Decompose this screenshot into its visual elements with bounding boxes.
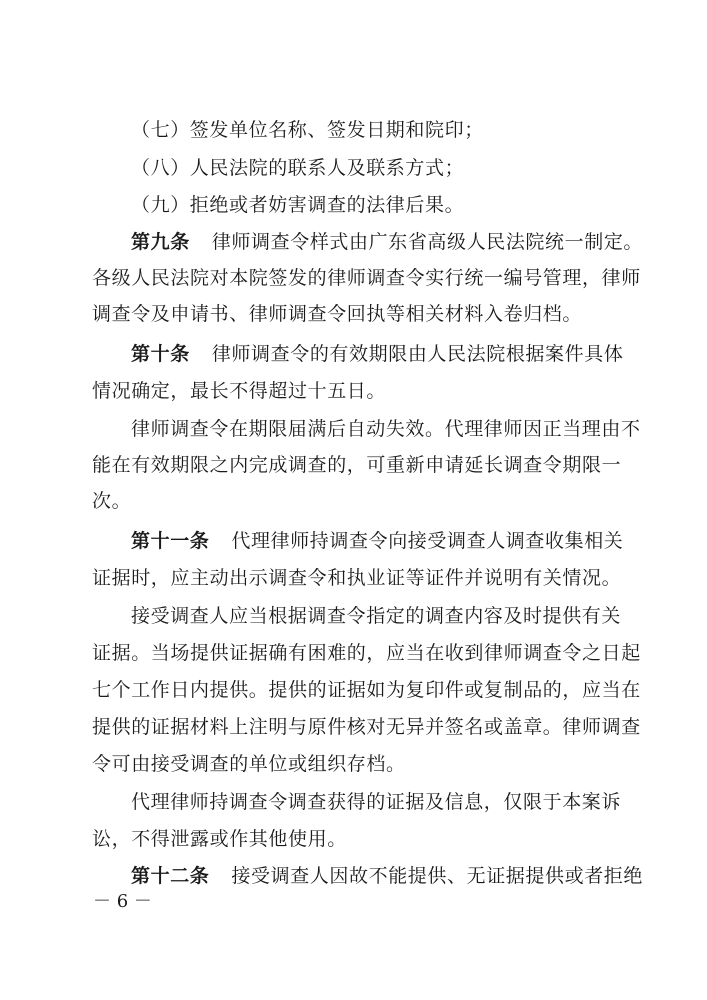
page-number: － 6 － <box>93 891 152 912</box>
article-10-para2-line-2: 能在有效期限之内完成调查的，可重新申请延长调查令期限一 <box>92 454 622 476</box>
article-10-first-line <box>131 342 661 366</box>
item-7: （七）签发单位名称、签发日期和院印； <box>131 119 484 141</box>
article-12-first-line <box>131 864 661 888</box>
article-11-first-line <box>131 529 661 553</box>
item-8: （八）人民法院的联系人及联系方式； <box>131 157 465 179</box>
article-9-line-3: 调查令及申请书、律师调查令回执等相关材料入卷归档。 <box>92 303 583 325</box>
article-9-line-2: 各级人民法院对本院签发的律师调查令实行统一编号管理，律师 <box>92 267 641 289</box>
article-10-line-2: 情况确定，最长不得超过十五日。 <box>92 380 387 402</box>
article-11-text: 代理律师持调查令向接受调查人调查收集相关 <box>231 530 624 552</box>
article-11-line-2: 证据时，应主动出示调查令和执业证等证件并说明有关情况。 <box>92 567 622 589</box>
article-12-text: 接受调查人因故不能提供、无证据提供或者拒绝 <box>231 865 644 887</box>
article-10-para2-line-1: 律师调查令在期限届满后自动失效。代理律师因正当理由不 <box>131 418 641 440</box>
article-9-first-line <box>131 230 661 254</box>
article-12-heading: 第十二条 <box>131 865 210 887</box>
article-10-text: 律师调查令的有效期限由人民法院根据案件具体 <box>211 343 624 365</box>
article-9-heading: 第九条 <box>131 231 190 253</box>
article-9-text: 律师调查令样式由广东省高级人民法院统一制定。 <box>211 231 644 253</box>
article-10-para2-line-3: 次。 <box>92 490 132 512</box>
article-11-para2-line-3: 七个工作日内提供。提供的证据如为复印件或复制品的，应当在 <box>92 679 641 701</box>
article-11-para2-line-2: 证据。当场提供证据确有困难的，应当在收到律师调查令之日起 <box>92 642 641 664</box>
article-11-heading: 第十一条 <box>131 530 210 552</box>
article-11-para3-line-2: 讼，不得泄露或作其他使用。 <box>92 828 347 850</box>
article-11-para3-line-1: 代理律师持调查令调查获得的证据及信息，仅限于本案诉 <box>131 791 622 813</box>
article-10-heading: 第十条 <box>131 343 190 365</box>
article-11-para2-line-1: 接受调查人应当根据调查令指定的调查内容及时提供有关 <box>131 605 622 627</box>
article-11-para2-line-5: 令可由接受调查的单位或组织存档。 <box>92 753 406 775</box>
article-11-para2-line-4: 提供的证据材料上注明与原件核对无异并签名或盖章。律师调查 <box>92 716 641 738</box>
item-9: （九）拒绝或者妨害调查的法律后果。 <box>131 194 465 216</box>
